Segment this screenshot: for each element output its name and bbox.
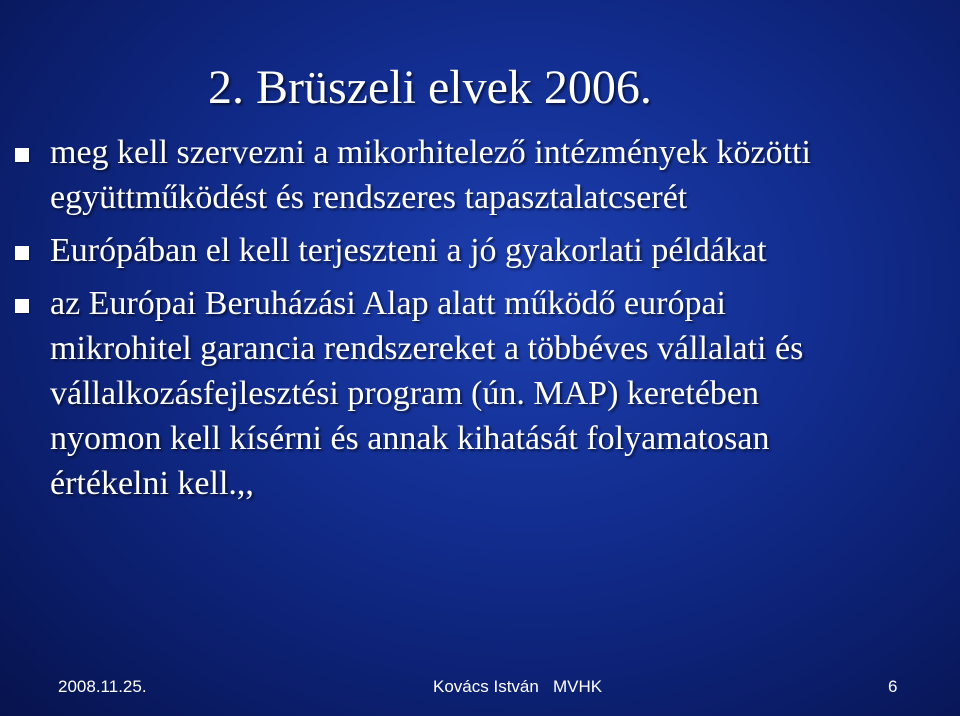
- footer-date: 2008.11.25.: [58, 677, 147, 696]
- page-number: 6: [888, 677, 898, 696]
- slide-title: 2. Brüszeli elvek 2006.: [208, 61, 652, 114]
- bullet-item: [0, 228, 770, 273]
- bullet-text: Európában el kell terjeszteni a jó gyakorlati példákat: [50, 232, 767, 269]
- footer-author: Kovács István MVHK: [433, 677, 603, 696]
- square-bullet-icon: [15, 299, 29, 313]
- square-bullet-icon: [15, 246, 29, 260]
- bullet-text: az Európai Beruházási Alap alatt működő európai mikrohitel garancia rendszereket a többéves vállalati és vállalkozásfejlesztési program (ún. MAP) keretében nyomon kell kísérni és annak kihatását folyamatosan értékelni kell.,,: [50, 285, 804, 502]
- bullet-text: meg kell szervezni a mikorhitelező intézmények közötti együttműködést és rendszeres tapasztalatcserét: [50, 134, 811, 216]
- bullet-list: [0, 130, 960, 506]
- square-bullet-icon: [15, 148, 29, 162]
- bullet-item: [0, 130, 845, 220]
- bullet-item: [0, 281, 860, 506]
